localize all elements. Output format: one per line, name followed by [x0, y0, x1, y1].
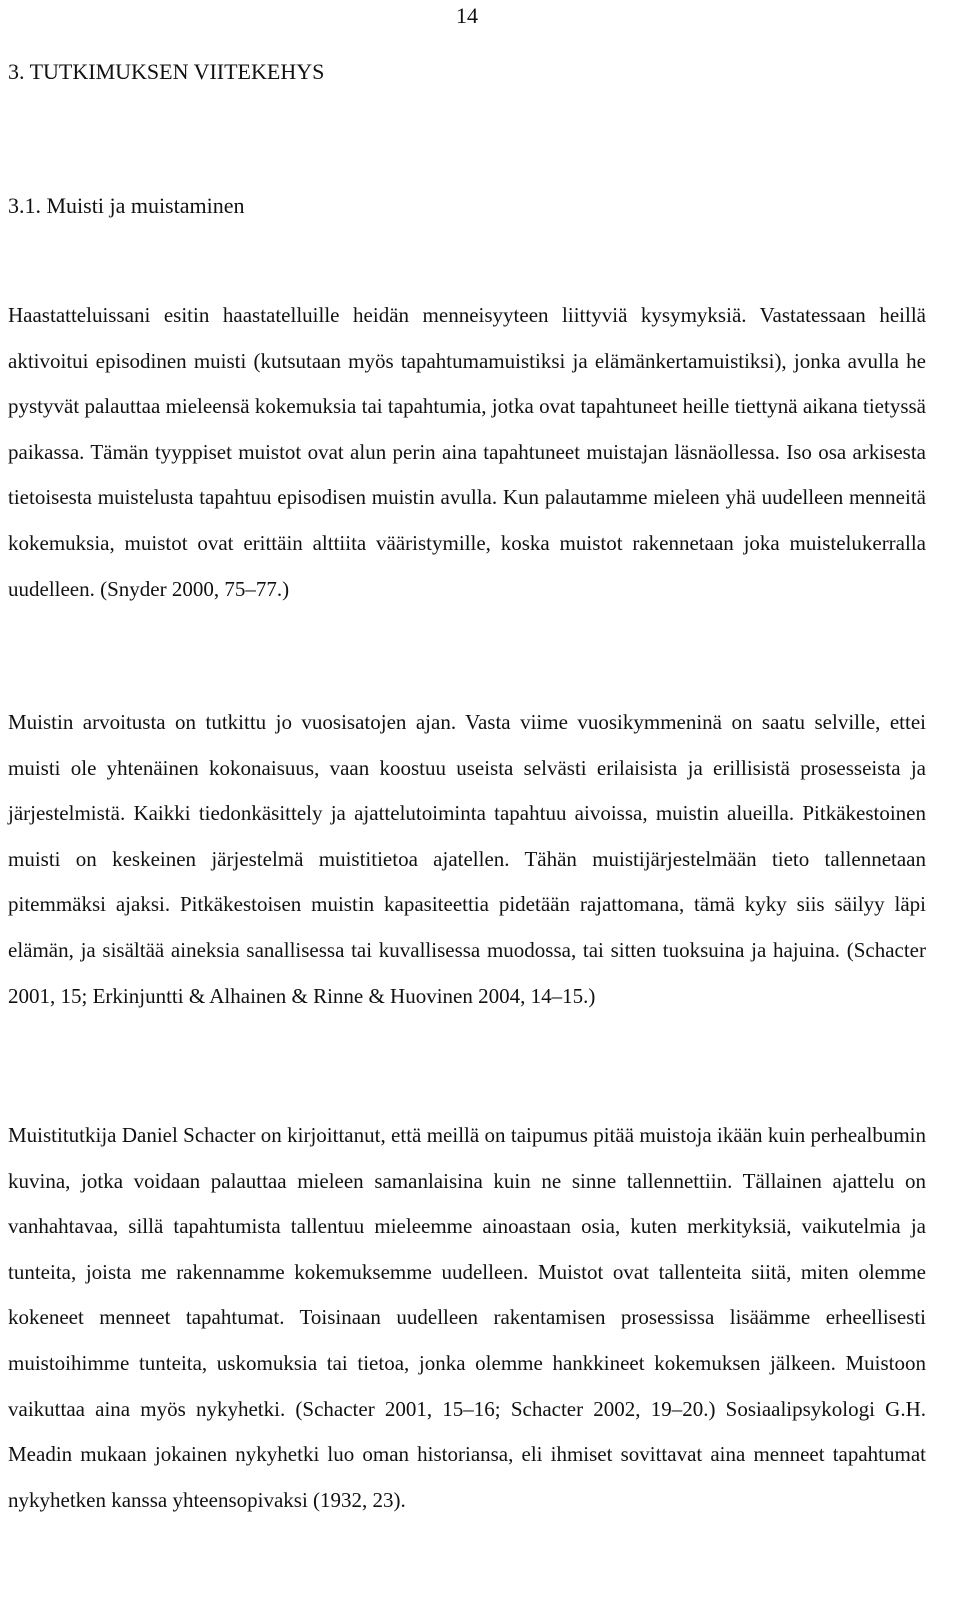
chapter-heading: 3. TUTKIMUKSEN VIITEKEHYS: [8, 59, 325, 84]
page-number: 14: [456, 3, 478, 28]
section-heading: 3.1. Muisti ja muistaminen: [8, 193, 245, 218]
body-paragraph: Muistin arvoitusta on tutkittu jo vuosisatojen ajan. Vasta viime vuosikymmeninä on saatu selville, ettei muisti ole yhtenäinen kokonaisuus, vaan koostuu useista selvästi erilaisista ja erillisistä prosesseista ja järjestelmistä. Kaikki tiedonkäsittely ja ajattelutoiminta tapahtuu aivoissa, muistin alueilla. Pitkäkestoinen muisti on keskeinen järjestelmä muistitietoa ajatellen. Tähän muistijärjestelmään tieto tallennetaan pitemmäksi ajaksi. Pitkäkestoisen muistin kapasiteettia pidetään rajattomana, tämä kyky siis säilyy läpi elämän, ja sisältää aineksia sanallisessa tai kuvallisessa muodossa, tai sitten tuoksuina ja hajuina. (Schacter 2001, 15; Erkinjuntti & Alhainen & Rinne & Huovinen 2004, 14–15.): [8, 710, 926, 1008]
body-paragraph: Haastatteluissani esitin haastatelluille heidän menneisyyteen liittyviä kysymyksiä. Vastatessaan heillä aktivoitui episodinen muisti (kutsutaan myös tapahtumamuistiksi ja elämänkertamuistiksi), jonka avulla he pystyvät palauttaa mieleensä kokemuksia tai tapahtumia, jotka ovat tapahtuneet heille tiettynä aikana tietyssä paikassa. Tämän tyyppiset muistot ovat alun perin aina tapahtuneet muistajan läsnäollessa. Iso osa arkisesta tietoisesta muistelusta tapahtuu episodisen muistin avulla. Kun palautamme mieleen yhä uudelleen menneitä kokemuksia, muistot ovat erittäin alttiita vääristymille, koska muistot rakennetaan joka muistelukerralla uudelleen. (Snyder 2000, 75–77.): [8, 303, 926, 601]
body-paragraph: Muistitutkija Daniel Schacter on kirjoittanut, että meillä on taipumus pitää muistoja ikään kuin perhealbumin kuvina, jotka voidaan palauttaa mieleen samanlaisina kuin ne sinne tallennettiin. Tällainen ajattelu on vanhahtavaa, sillä tapahtumista tallentuu mieleemme ainoastaan osia, kuten merkityksiä, vaikutelmia ja tunteita, joista me rakennamme kokemuksemme uudelleen. Muistot ovat tallenteita siitä, miten olemme kokeneet menneet tapahtumat. Toisinaan uudelleen rakentamisen prosessissa lisäämme erheellisesti muistoihimme tunteita, uskomuksia tai tietoa, jonka olemme hankkineet kokemuksen jälkeen. Muistoon vaikuttaa aina myös nykyhetki. (Schacter 2001, 15–16; Schacter 2002, 19–20.) Sosiaalipsykologi G.H. Meadin mukaan jokainen nykyhetki luo oman historiansa, eli ihmiset sovittavat aina menneet tapahtumat nykyhetken kanssa yhteensopivaksi (1932, 23).: [8, 1123, 926, 1512]
